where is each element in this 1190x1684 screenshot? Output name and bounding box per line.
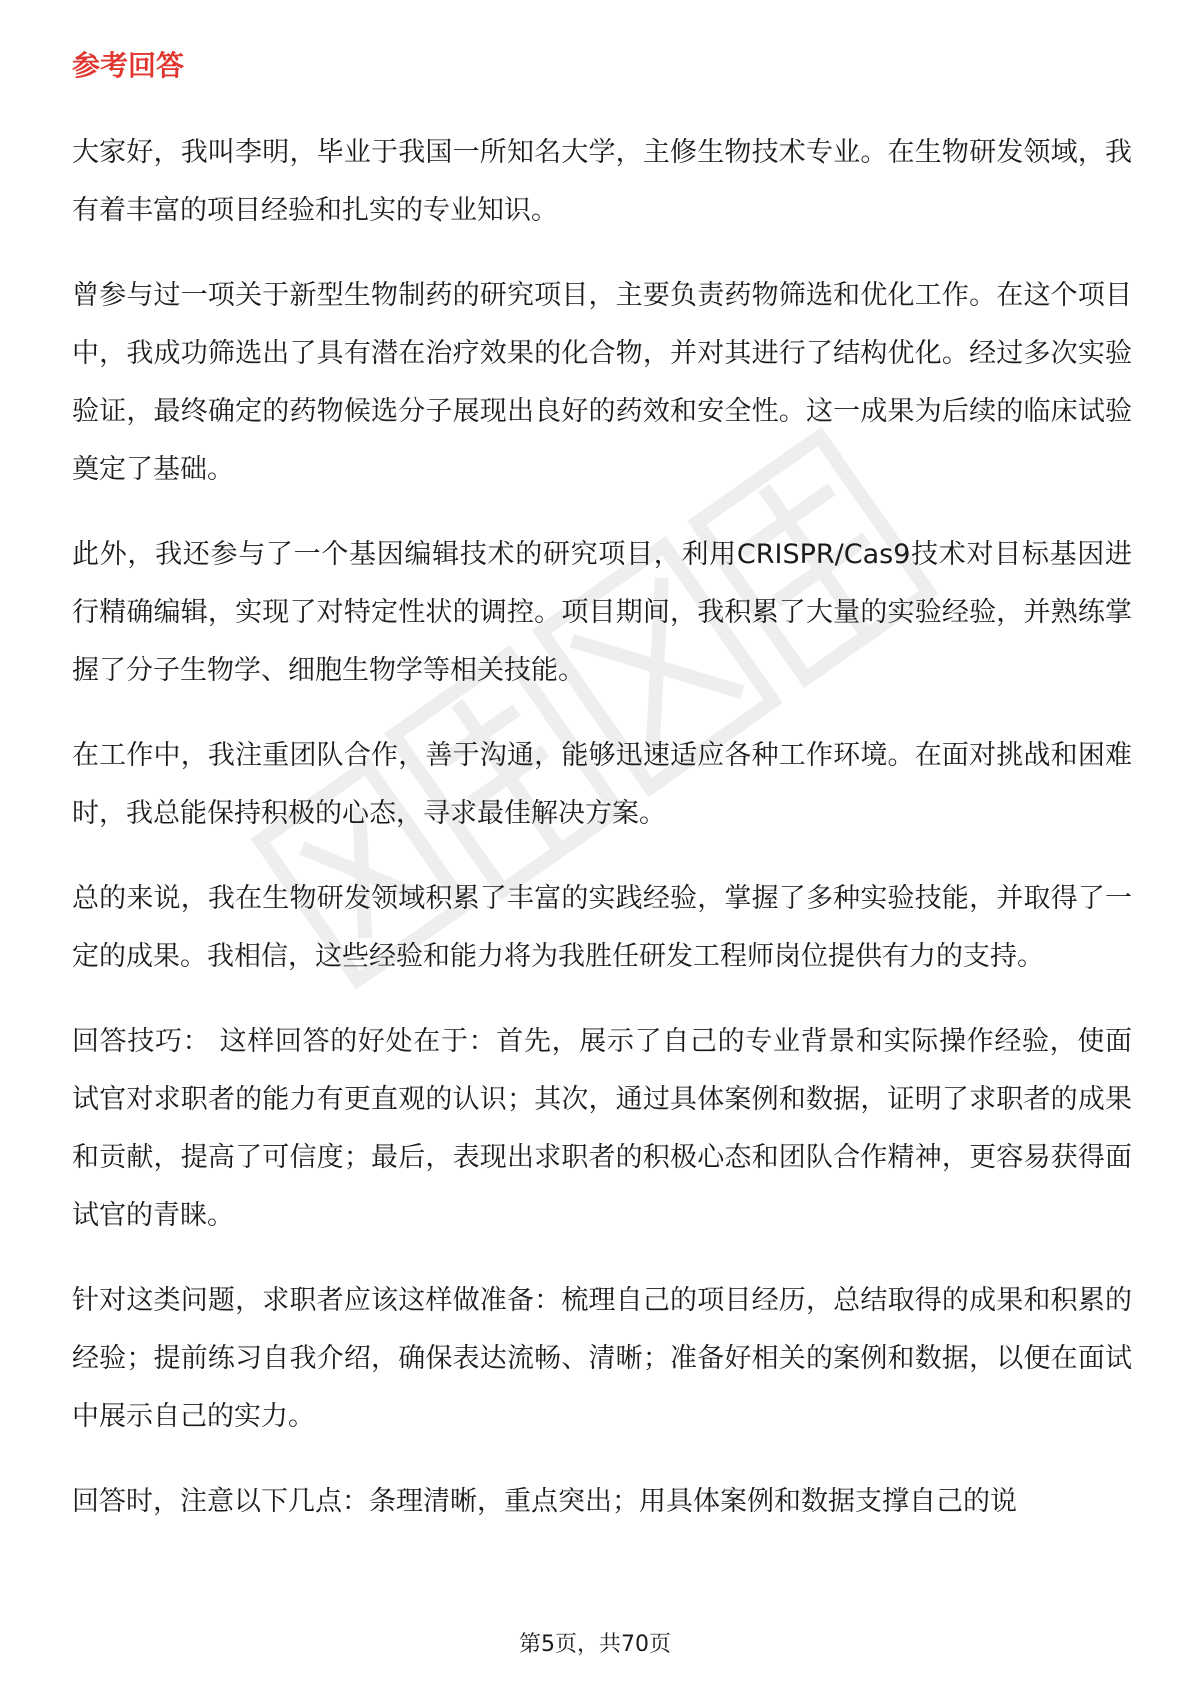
paragraph-intro: 大家好，我叫李明，毕业于我国一所知名大学，主修生物技术专业。在生物研发领域，我有着丰富的项目经验和扎实的专业知识。 <box>72 137 1132 226</box>
paragraph-gene-editing: 此外，我还参与了一个基因编辑技术的研究项目，利用CRISPR/Cas9技术对目标基因进行精确编辑，实现了对特定性状的调控。项目期间，我积累了大量的实验经验，并熟练掌握了分子生物学、细胞生物学等相关技能。 <box>72 539 1132 686</box>
document-page <box>72 46 1132 1558</box>
paragraph-answer-tips: 回答技巧： 这样回答的好处在于：首先，展示了自己的专业背景和实际操作经验，使面试官对求职者的能力有更直观的认识；其次，通过具体案例和数据，证明了求职者的成果和贡献，提高了可信度；最后，表现出求职者的积极心态和团队合作精神，更容易获得面试官的青睐。 <box>72 1026 1132 1231</box>
section-title: 参考回答 <box>72 49 185 82</box>
page-number: 第5页，共70页 <box>519 1632 671 1657</box>
paragraph-summary: 总的来说，我在生物研发领域积累了丰富的实践经验，掌握了多种实验技能，并取得了一定的成果。我相信，这些经验和能力将为我胜任研发工程师岗位提供有力的支持。 <box>72 883 1132 972</box>
paragraph-teamwork: 在工作中，我注重团队合作，善于沟通，能够迅速适应各种工作环境。在面对挑战和困难时，我总能保持积极的心态，寻求最佳解决方案。 <box>72 740 1132 829</box>
paragraph-drug-project: 曾参与过一项关于新型生物制药的研究项目，主要负责药物筛选和优化工作。在这个项目中，我成功筛选出了具有潜在治疗效果的化合物，并对其进行了结构优化。经过多次实验验证，最终确定的药物候选分子展现出良好的药效和安全性。这一成果为后续的临床试验奠定了基础。 <box>72 280 1132 485</box>
paragraph-notes: 回答时，注意以下几点：条理清晰，重点突出；用具体案例和数据支撑自己的说 <box>72 1486 1017 1517</box>
paragraph-preparation: 针对这类问题，求职者应该这样做准备：梳理自己的项目经历，总结取得的成果和积累的经验；提前练习自我介绍，确保表达流畅、清晰；准备好相关的案例和数据，以便在面试中展示自己的实力。 <box>72 1285 1132 1432</box>
